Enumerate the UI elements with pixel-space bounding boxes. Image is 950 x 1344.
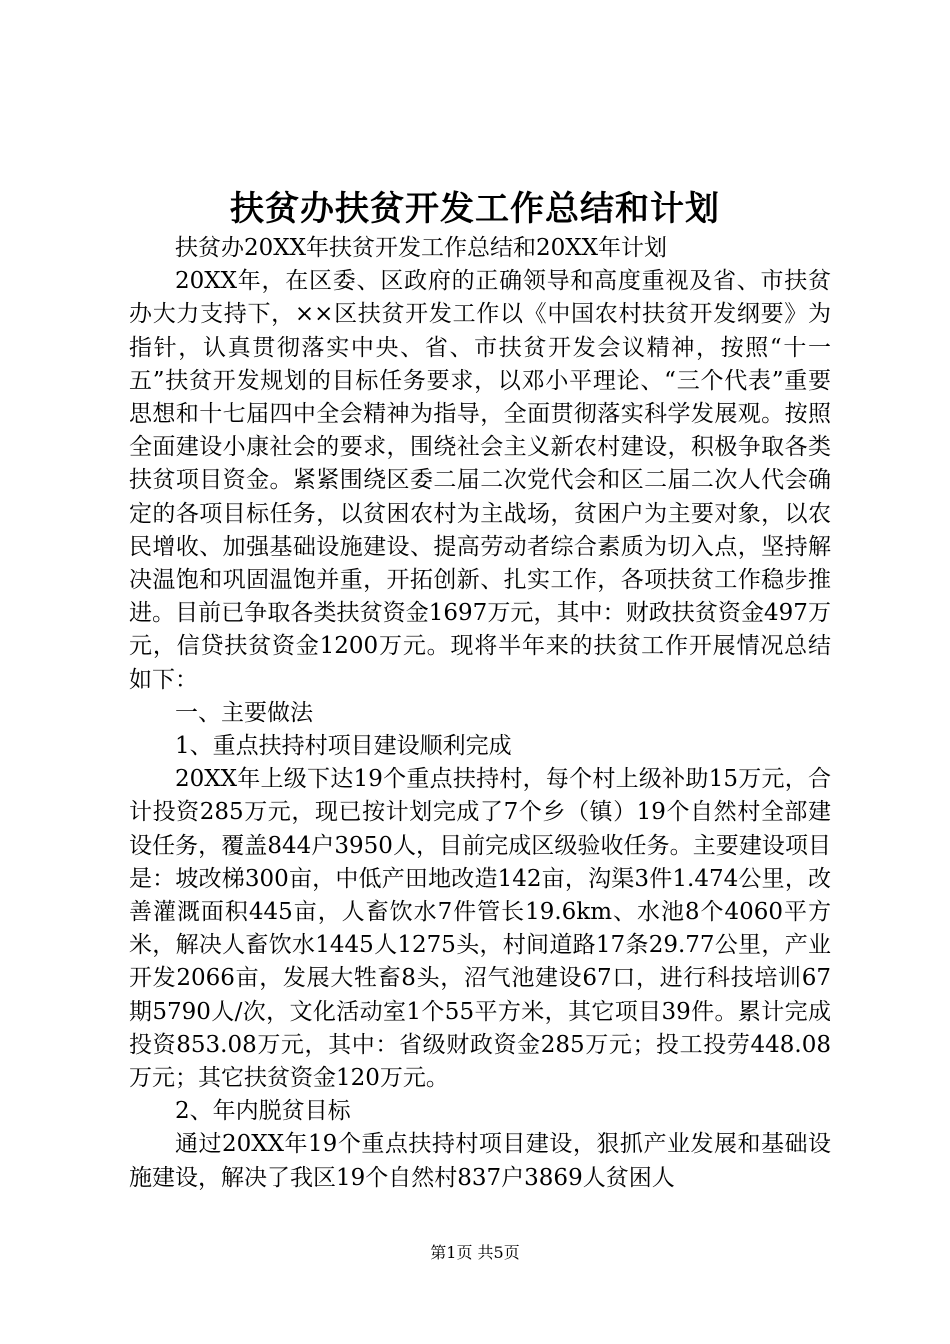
subsection-heading: 2、年内脱贫目标 bbox=[175, 1098, 351, 1125]
page-footer: 第1页 共5页 bbox=[430, 1243, 520, 1262]
document-body bbox=[129, 232, 831, 1195]
paragraph: 20XX年上级下达19个重点扶持村，每个村上级补助15万元，合计投资285万元，现已按计划完成了7个乡（镇）19个自然村全部建设任务，覆盖844户3950人，目前完成区级验收任务。主要建设项目是：坡改梯300亩，中低产田地改造142亩，沟渠3件1.474公里，改善灌溉面积445亩，人畜饮水7件管长19.6km、水池8个4060平方米，解决人畜饮水1445人1275头，村间道路17条29.77公里，产业开发2066亩，发展大牲畜8头，沼气池建设67口，进行科技培训67期5790人/次，文化活动室1个55平方米，其它项目39件。累计完成投资853.08万元，其中：省级财政资金285万元；投工投劳448.08万元；其它扶贫资金120万元。 bbox=[129, 766, 831, 1092]
paragraph: 通过20XX年19个重点扶持村项目建设，狠抓产业发展和基础设施建设，解决了我区19个自然村837户3869人贫困人 bbox=[129, 1131, 831, 1191]
paragraph-intro: 20XX年，在区委、区政府的正确领导和高度重视及省、市扶贫办大力支持下，××区扶贫开发工作以《中国农村扶贫开发纲要》为指针，认真贯彻落实中央、省、市扶贫开发会议精神，按照“十一五”扶贫开发规划的目标任务要求，以邓小平理论、“三个代表”重要思想和十七届四中全会精神为指导，全面贯彻落实科学发展观。按照全面建设小康社会的要求，围绕社会主义新农村建设，积极争取各类扶贫项目资金。紧紧围绕区委二届二次党代会和区二届二次人代会确定的各项目标任务，以贫困农村为主战场，贫困户为主要对象，以农民增收、加强基础设施建设、提高劳动者综合素质为切入点，坚持解决温饱和巩固温饱并重，开拓创新、扎实工作，各项扶贫工作稳步推进。目前已争取各类扶贫资金1697万元，其中：财政扶贫资金497万元，信贷扶贫资金1200万元。现将半年来的扶贫工作开展情况总结如下： bbox=[129, 268, 831, 693]
section-heading: 一、主要做法 bbox=[175, 699, 313, 726]
document-title: 扶贫办扶贫开发工作总结和计划 bbox=[230, 189, 720, 229]
paragraph-subtitle: 扶贫办20XX年扶贫开发工作总结和20XX年计划 bbox=[175, 235, 668, 261]
subsection-heading: 1、重点扶持村项目建设顺利完成 bbox=[175, 733, 512, 760]
